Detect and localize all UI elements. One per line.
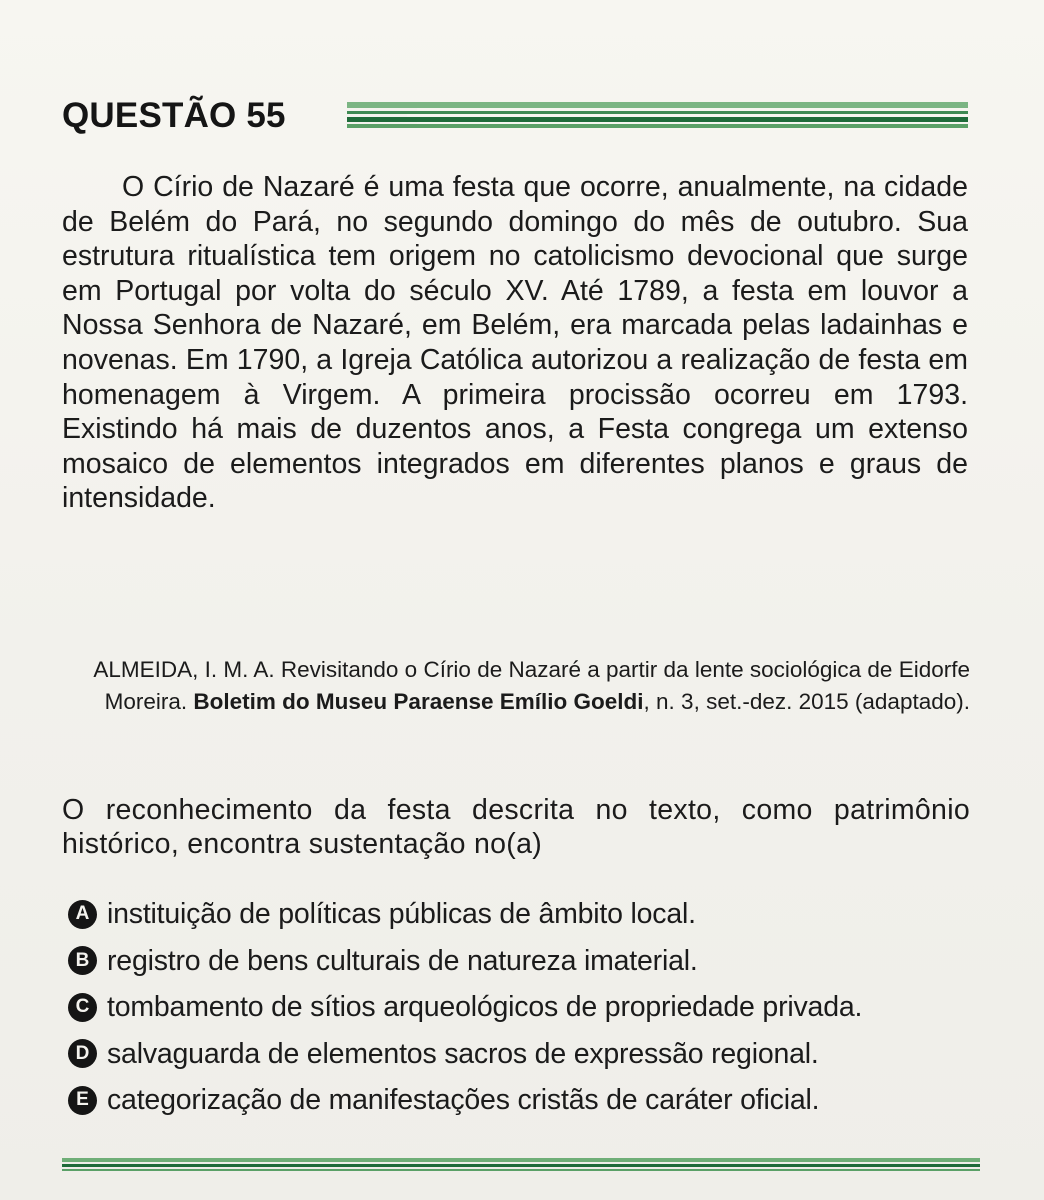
- option-text: categorização de manifestações cristãs de caráter oficial.: [107, 1084, 820, 1117]
- option-letter-badge: B: [68, 946, 97, 975]
- option-a[interactable]: [62, 891, 982, 938]
- passage-text: O Círio de Nazaré é uma festa que ocorre, anualmente, na cidade de Belém do Pará, no segundo domingo do mês de outubro. Sua estrutura ritualística tem origem no catolicismo devocional que surge em Portugal por volta do século XV. Até 1789, a festa em louvor a Nossa Senhora de Nazaré, em Belém, era marcada pelas ladainhas e novenas. Em 1790, a Igreja Católica autorizou a realização de festa em homenagem à Virgem. A primeira procissão ocorreu em 1793. Existindo há mais de duzentos anos, a Festa congrega um extenso mosaico de elementos integrados em diferentes planos e graus de intensidade.: [62, 171, 968, 515]
- option-text: salvaguarda de elementos sacros de expressão regional.: [107, 1037, 819, 1070]
- title-decorative-rule: [347, 100, 968, 130]
- option-d[interactable]: [62, 1031, 982, 1078]
- option-text: tombamento de sítios arqueológicos de propriedade privada.: [107, 991, 863, 1024]
- source-citation: [62, 654, 970, 718]
- question-header: [62, 92, 968, 142]
- citation-author-title: ALMEIDA, I. M. A. Revisitando o Círio de Nazaré a partir da lente sociológica de Eidorfe Moreira.: [93, 657, 970, 714]
- question-prompt: O reconhecimento da festa descrita no texto, como patrimônio histórico, encontra sustentação no(a): [62, 794, 970, 860]
- option-letter-badge: C: [68, 993, 97, 1022]
- option-b[interactable]: [62, 938, 982, 985]
- citation-details: , n. 3, set.-dez. 2015 (adaptado).: [643, 689, 970, 714]
- footer-decorative-rule: [62, 1158, 980, 1172]
- option-letter-badge: D: [68, 1039, 97, 1068]
- option-letter-badge: A: [68, 900, 97, 929]
- option-text: instituição de políticas públicas de âmbito local.: [107, 898, 696, 931]
- option-e[interactable]: [62, 1077, 982, 1124]
- option-letter-badge: E: [68, 1086, 97, 1115]
- question-title: QUESTÃO 55: [62, 96, 286, 135]
- option-c[interactable]: [62, 984, 982, 1031]
- answer-options: [62, 891, 982, 1124]
- citation-journal: Boletim do Museu Paraense Emílio Goeldi: [193, 689, 644, 714]
- option-text: registro de bens culturais de natureza imaterial.: [107, 944, 698, 977]
